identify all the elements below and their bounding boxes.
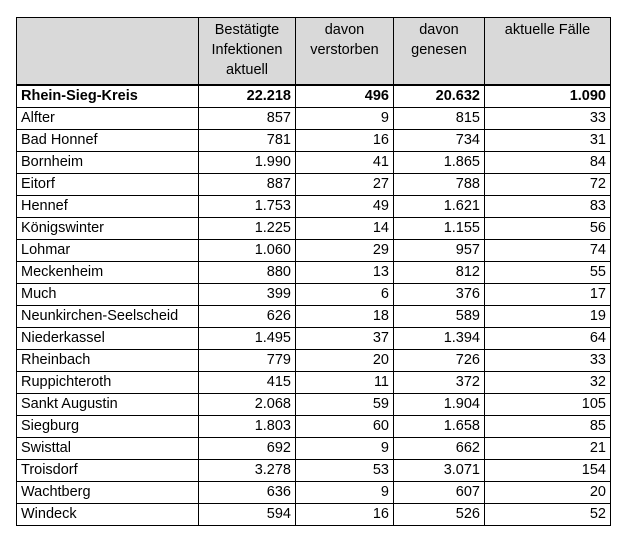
deceased-cell: 53 — [296, 460, 394, 482]
recovered-cell: 815 — [394, 108, 485, 130]
current-cases-cell: 74 — [485, 240, 611, 262]
recovered-cell: 788 — [394, 174, 485, 196]
table-body — [17, 85, 611, 526]
header-row — [17, 18, 611, 86]
recovered-cell: 957 — [394, 240, 485, 262]
deceased-cell: 27 — [296, 174, 394, 196]
deceased-cell: 9 — [296, 438, 394, 460]
municipality-name: Troisdorf — [17, 460, 199, 482]
recovered-cell: 526 — [394, 504, 485, 526]
municipality-name: Windeck — [17, 504, 199, 526]
header-recovered: davon genesen — [394, 18, 485, 86]
current-cases-cell: 17 — [485, 284, 611, 306]
infections-cell: 399 — [199, 284, 296, 306]
total-current: 1.090 — [485, 85, 611, 108]
current-cases-cell: 84 — [485, 152, 611, 174]
table-row — [17, 416, 611, 438]
recovered-cell: 1.621 — [394, 196, 485, 218]
deceased-cell: 41 — [296, 152, 394, 174]
deceased-cell: 49 — [296, 196, 394, 218]
covid-cases-table — [16, 17, 611, 526]
infections-cell: 1.495 — [199, 328, 296, 350]
infections-cell: 1.990 — [199, 152, 296, 174]
current-cases-cell: 33 — [485, 108, 611, 130]
table-row — [17, 152, 611, 174]
municipality-name: Hennef — [17, 196, 199, 218]
municipality-name: Bornheim — [17, 152, 199, 174]
deceased-cell: 9 — [296, 108, 394, 130]
infections-cell: 1.060 — [199, 240, 296, 262]
municipality-name: Siegburg — [17, 416, 199, 438]
recovered-cell: 726 — [394, 350, 485, 372]
current-cases-cell: 31 — [485, 130, 611, 152]
municipality-name: Niederkassel — [17, 328, 199, 350]
current-cases-cell: 64 — [485, 328, 611, 350]
table-row — [17, 284, 611, 306]
municipality-name: Wachtberg — [17, 482, 199, 504]
header-deceased: davon verstorben — [296, 18, 394, 86]
municipality-name: Meckenheim — [17, 262, 199, 284]
recovered-cell: 589 — [394, 306, 485, 328]
current-cases-cell: 20 — [485, 482, 611, 504]
table-row — [17, 482, 611, 504]
table-row — [17, 350, 611, 372]
current-cases-cell: 85 — [485, 416, 611, 438]
deceased-cell: 18 — [296, 306, 394, 328]
deceased-cell: 37 — [296, 328, 394, 350]
total-deceased: 496 — [296, 85, 394, 108]
table-row — [17, 394, 611, 416]
deceased-cell: 11 — [296, 372, 394, 394]
infections-cell: 2.068 — [199, 394, 296, 416]
header-confirmed-infections: Bestätigte Infektionen aktuell — [199, 18, 296, 86]
infections-cell: 594 — [199, 504, 296, 526]
deceased-cell: 14 — [296, 218, 394, 240]
municipality-name: Königswinter — [17, 218, 199, 240]
municipality-name: Lohmar — [17, 240, 199, 262]
infections-cell: 636 — [199, 482, 296, 504]
current-cases-cell: 55 — [485, 262, 611, 284]
deceased-cell: 13 — [296, 262, 394, 284]
infections-cell: 1.225 — [199, 218, 296, 240]
infections-cell: 692 — [199, 438, 296, 460]
current-cases-cell: 21 — [485, 438, 611, 460]
deceased-cell: 60 — [296, 416, 394, 438]
current-cases-cell: 83 — [485, 196, 611, 218]
current-cases-cell: 154 — [485, 460, 611, 482]
municipality-name: Much — [17, 284, 199, 306]
table-row — [17, 240, 611, 262]
deceased-cell: 16 — [296, 504, 394, 526]
municipality-name: Swisttal — [17, 438, 199, 460]
recovered-cell: 1.865 — [394, 152, 485, 174]
infections-cell: 779 — [199, 350, 296, 372]
total-row — [17, 85, 611, 108]
infections-cell: 857 — [199, 108, 296, 130]
table-row — [17, 174, 611, 196]
infections-cell: 3.278 — [199, 460, 296, 482]
recovered-cell: 1.394 — [394, 328, 485, 350]
table-row — [17, 438, 611, 460]
deceased-cell: 59 — [296, 394, 394, 416]
table-row — [17, 372, 611, 394]
deceased-cell: 9 — [296, 482, 394, 504]
current-cases-cell: 52 — [485, 504, 611, 526]
municipality-name: Sankt Augustin — [17, 394, 199, 416]
deceased-cell: 29 — [296, 240, 394, 262]
recovered-cell: 812 — [394, 262, 485, 284]
table-row — [17, 108, 611, 130]
infections-cell: 781 — [199, 130, 296, 152]
table-row — [17, 504, 611, 526]
total-name: Rhein-Sieg-Kreis — [17, 85, 199, 108]
municipality-name: Alfter — [17, 108, 199, 130]
recovered-cell: 734 — [394, 130, 485, 152]
municipality-name: Eitorf — [17, 174, 199, 196]
municipality-name: Rheinbach — [17, 350, 199, 372]
current-cases-cell: 19 — [485, 306, 611, 328]
infections-cell: 626 — [199, 306, 296, 328]
municipality-name: Bad Honnef — [17, 130, 199, 152]
recovered-cell: 1.904 — [394, 394, 485, 416]
infections-cell: 880 — [199, 262, 296, 284]
header-empty-cell — [17, 18, 199, 86]
table-row — [17, 196, 611, 218]
deceased-cell: 16 — [296, 130, 394, 152]
infections-cell: 415 — [199, 372, 296, 394]
total-recovered: 20.632 — [394, 85, 485, 108]
table-row — [17, 218, 611, 240]
recovered-cell: 372 — [394, 372, 485, 394]
recovered-cell: 1.155 — [394, 218, 485, 240]
table-row — [17, 328, 611, 350]
header-current-cases: aktuelle Fälle — [485, 18, 611, 86]
table-row — [17, 262, 611, 284]
recovered-cell: 376 — [394, 284, 485, 306]
infections-cell: 1.803 — [199, 416, 296, 438]
current-cases-cell: 56 — [485, 218, 611, 240]
current-cases-cell: 72 — [485, 174, 611, 196]
infections-cell: 887 — [199, 174, 296, 196]
current-cases-cell: 105 — [485, 394, 611, 416]
table-row — [17, 130, 611, 152]
total-infections: 22.218 — [199, 85, 296, 108]
current-cases-cell: 32 — [485, 372, 611, 394]
table-header — [17, 18, 611, 86]
recovered-cell: 3.071 — [394, 460, 485, 482]
municipality-name: Ruppichteroth — [17, 372, 199, 394]
deceased-cell: 20 — [296, 350, 394, 372]
recovered-cell: 1.658 — [394, 416, 485, 438]
municipality-name: Neunkirchen-Seelscheid — [17, 306, 199, 328]
table-row — [17, 460, 611, 482]
table-row — [17, 306, 611, 328]
recovered-cell: 607 — [394, 482, 485, 504]
current-cases-cell: 33 — [485, 350, 611, 372]
infections-cell: 1.753 — [199, 196, 296, 218]
recovered-cell: 662 — [394, 438, 485, 460]
deceased-cell: 6 — [296, 284, 394, 306]
